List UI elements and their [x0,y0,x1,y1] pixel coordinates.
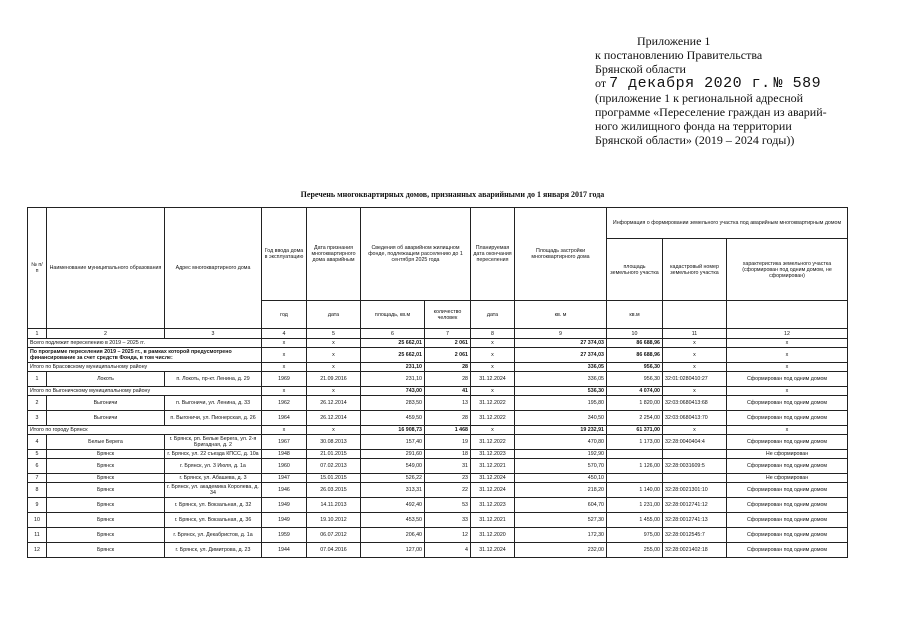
row-building-area: 172,30 [515,528,607,543]
table-row [28,411,848,426]
row-land-area: 1 820,00 [607,396,663,411]
header-date-prefix: от [595,76,607,90]
row-planned-date: 31.12.2023 [471,498,515,513]
row-area: 549,00 [361,459,425,474]
table-row [28,498,848,513]
total-land-area: 86 688,96 [607,348,663,363]
row-date-declared: 07.04.2016 [307,543,361,558]
row-people: 18 [425,450,471,459]
row-municipality: Брянск [47,459,165,474]
row-planned-date: 31.12.2024 [471,543,515,558]
col-header-num: № п/п [28,208,47,329]
row-year-built: 1960 [262,459,307,474]
row-people: 22 [425,483,471,498]
row-land-area [607,474,663,483]
row-date-declared: 19.10.2012 [307,513,361,528]
row-land-area: 975,00 [607,528,663,543]
column-number: 1 [28,329,47,339]
row-number: 7 [28,474,47,483]
row-people: 19 [425,435,471,450]
row-date-declared: 21.09.2016 [307,372,361,387]
group-total-row [28,426,848,435]
row-land-area: 255,00 [607,543,663,558]
row-building-area: 570,70 [515,459,607,474]
table-row [28,435,848,450]
table-row [28,372,848,387]
row-year-built: 1959 [262,528,307,543]
col-header-date-declared: Дата признания многоквартирного дома аварийным [307,208,361,301]
total-land-area: 4 074,00 [607,387,663,396]
column-number: 5 [307,329,361,339]
row-cadastral: 32:01:0280410:27 [663,372,727,387]
row-people: 28 [425,372,471,387]
row-municipality: Брянск [47,513,165,528]
row-land-char: Сформирован под одним домом [727,543,848,558]
row-planned-date: 31.12.2022 [471,435,515,450]
row-cadastral: 32:28:0012545:7 [663,528,727,543]
row-land-area: 1 455,00 [607,513,663,528]
total-building-area: 336,05 [515,363,607,372]
row-year-built: 1967 [262,435,307,450]
col-header-info-fund: Сведения об аварийном жилищном фонде, подлежащем расселению до 1 сентября 2025 года [361,208,471,301]
col-header-cadastral: кадастровый номер земельного участка [663,239,727,301]
column-number: 11 [663,329,727,339]
row-date-declared: 21.01.2015 [307,450,361,459]
header-line-8: Брянской области» (2019 – 2024 годы)) [595,133,795,147]
row-address: г. Брянск, рп. Белые Берега, ул. 2-я Бригадная, д. 2 [165,435,262,450]
row-land-char: Сформирован под одним домом [727,528,848,543]
row-area: 526,22 [361,474,425,483]
row-number: 9 [28,498,47,513]
row-address: г. Брянск, ул. академика Королева, д. 34 [165,483,262,498]
row-year-built: 1969 [262,372,307,387]
col-header-year-built: Год ввода дома в эксплуатацию [262,208,307,301]
row-land-area: 1 231,00 [607,498,663,513]
row-land-char: Сформирован под одним домом [727,513,848,528]
row-date-declared: 26.12.2014 [307,396,361,411]
summary-row [28,339,848,348]
row-area: 453,50 [361,513,425,528]
unit-people: количество человек [425,301,471,329]
total-people: 28 [425,363,471,372]
row-number: 4 [28,435,47,450]
total-cadastral: x [663,387,727,396]
row-municipality: Брянск [47,450,165,459]
total-char: x [727,339,848,348]
row-people: 53 [425,498,471,513]
col-header-address: Адрес многоквартирного дома [165,208,262,329]
total-date: x [307,339,361,348]
row-building-area: 527,30 [515,513,607,528]
row-year-built: 1964 [262,411,307,426]
total-date: x [307,387,361,396]
row-cadastral: 32:28:0012741:12 [663,498,727,513]
table-row [28,459,848,474]
row-address: г. Брянск, ул. Абашева, д. 3 [165,474,262,483]
row-number: 2 [28,396,47,411]
total-label: Итого по Брасовскому муниципальному району [28,363,262,372]
column-number: 8 [471,329,515,339]
total-char: x [727,426,848,435]
total-char: x [727,387,848,396]
total-label: Итого по городу Брянск [28,426,262,435]
row-year-built: 1949 [262,513,307,528]
row-building-area: 470,80 [515,435,607,450]
row-year-built: 1947 [262,474,307,483]
total-year: x [262,387,307,396]
row-area: 492,40 [361,498,425,513]
total-char: x [727,348,848,363]
row-number: 8 [28,483,47,498]
row-people: 23 [425,474,471,483]
column-number: 6 [361,329,425,339]
row-land-area: 1 126,00 [607,459,663,474]
header-line-5: (приложение 1 к региональной адресной [595,91,804,105]
column-number: 10 [607,329,663,339]
row-land-area: 1 140,00 [607,483,663,498]
row-number: 6 [28,459,47,474]
column-number: 7 [425,329,471,339]
header-line-6: программе «Переселение граждан из аварий- [595,105,827,119]
row-land-char: Сформирован под одним домом [727,435,848,450]
total-cadastral: x [663,339,727,348]
unit-date-2: дата [471,301,515,329]
row-land-char: Не сформирован [727,450,848,459]
total-date: x [307,348,361,363]
row-year-built: 1962 [262,396,307,411]
header-date: 7 декабря 2020 г. [609,75,771,92]
row-planned-date: 31.12.2022 [471,411,515,426]
row-cadastral: 32:03:0680413:70 [663,411,727,426]
row-date-declared: 30.08.2013 [307,435,361,450]
table-row [28,543,848,558]
row-land-area [607,450,663,459]
total-land-area: 61 371,00 [607,426,663,435]
row-land-area: 2 254,00 [607,411,663,426]
row-municipality: Брянск [47,528,165,543]
col-header-building-area: Площадь застройки многоквартирного дома [515,208,607,301]
row-address: п. Локоть, пр-кт. Ленина, д. 29 [165,372,262,387]
row-municipality: Брянск [47,498,165,513]
row-planned-date: 31.12.2021 [471,459,515,474]
row-land-char: Сформирован под одним домом [727,498,848,513]
header-line-1: Приложение 1 [637,34,711,48]
row-date-declared: 06.07.2012 [307,528,361,543]
row-address: г. Брянск, ул. Димитрова, д. 23 [165,543,262,558]
row-number: 10 [28,513,47,528]
row-land-area: 956,30 [607,372,663,387]
unit-area: площадь, кв.м [361,301,425,329]
row-land-char: Сформирован под одним домом [727,483,848,498]
row-cadastral: 32:03:0680413:68 [663,396,727,411]
total-date: x [307,426,361,435]
total-date: x [307,363,361,372]
row-people: 4 [425,543,471,558]
row-planned-date: 31.12.2022 [471,396,515,411]
row-planned-date: 31.12.2024 [471,483,515,498]
row-year-built: 1944 [262,543,307,558]
row-building-area: 195,80 [515,396,607,411]
row-cadastral [663,474,727,483]
row-building-area: 336,05 [515,372,607,387]
row-area: 459,50 [361,411,425,426]
table-row [28,450,848,459]
row-year-built: 1949 [262,498,307,513]
row-planned-date: 31.12.2020 [471,528,515,543]
row-number: 11 [28,528,47,543]
row-number: 5 [28,450,47,459]
total-area: 25 662,01 [361,339,425,348]
col-header-planned-date: Планируемая дата окончания переселения [471,208,515,301]
total-area: 231,10 [361,363,425,372]
row-area: 157,40 [361,435,425,450]
column-numbers-row [28,329,848,339]
row-area: 206,40 [361,528,425,543]
row-address: п. Выгоничи, ул. Пионерская, д. 26 [165,411,262,426]
total-plan: x [471,387,515,396]
column-number: 2 [47,329,165,339]
row-land-char: Сформирован под одним домом [727,372,848,387]
table-row [28,474,848,483]
header-number: № 589 [773,75,822,92]
row-address: г. Брянск, ул. 3 Июля, д. 1а [165,459,262,474]
row-land-area: 1 173,00 [607,435,663,450]
row-municipality: Брянск [47,474,165,483]
column-number: 3 [165,329,262,339]
houses-table [27,207,848,558]
total-people: 1 468 [425,426,471,435]
row-cadastral: 32:28:0012741:13 [663,513,727,528]
total-plan: x [471,339,515,348]
row-address: г. Брянск, ул. Вокзальная, д. 32 [165,498,262,513]
row-planned-date: 31.12.2024 [471,474,515,483]
row-municipality: Локоть [47,372,165,387]
table-row [28,483,848,498]
total-area: 25 662,01 [361,348,425,363]
row-date-declared: 15.01.2015 [307,474,361,483]
row-building-area: 192,90 [515,450,607,459]
row-people: 33 [425,513,471,528]
unit-kvm: кв. м [515,301,607,329]
header-line-7: ного жилищного фонда на территории [595,119,792,133]
total-building-area: 27 374,03 [515,348,607,363]
total-label: По программе переселения 2019 – 2025 гг., в рамках которой предусмотрено финансирование за счет средств Фонда, в том числе: [28,348,262,363]
row-people: 13 [425,396,471,411]
total-plan: x [471,363,515,372]
total-year: x [262,348,307,363]
row-cadastral: 32:28:0021402:18 [663,543,727,558]
row-municipality: Брянск [47,543,165,558]
row-planned-date: 31.12.2023 [471,450,515,459]
row-number: 12 [28,543,47,558]
col-header-land-info: Информация о формировании земельного участка под аварийным многоквартирным домом [607,208,848,239]
total-year: x [262,426,307,435]
row-land-char: Сформирован под одним домом [727,459,848,474]
total-cadastral: x [663,348,727,363]
row-cadastral: 32:28:0040404:4 [663,435,727,450]
row-planned-date: 31.12.2021 [471,513,515,528]
total-people: 2 061 [425,339,471,348]
row-number: 1 [28,372,47,387]
row-municipality: Выгоничи [47,411,165,426]
row-year-built: 1948 [262,450,307,459]
header-line-3: Брянской области [595,62,686,76]
total-area: 743,00 [361,387,425,396]
row-area: 313,31 [361,483,425,498]
col-header-land-area: площадь земельного участка [607,239,663,301]
row-building-area: 604,70 [515,498,607,513]
total-building-area: 27 374,03 [515,339,607,348]
total-people: 41 [425,387,471,396]
total-plan: x [471,348,515,363]
row-area: 231,10 [361,372,425,387]
unit-empty-cadastral [663,301,727,329]
row-cadastral: 32:28:0031609:5 [663,459,727,474]
total-building-area: 536,30 [515,387,607,396]
row-building-area: 218,20 [515,483,607,498]
row-people: 12 [425,528,471,543]
unit-empty-char [727,301,848,329]
row-number: 3 [28,411,47,426]
row-address: п. Выгоничи, ул. Ленина, д. 33 [165,396,262,411]
row-area: 127,00 [361,543,425,558]
row-planned-date: 31.12.2024 [471,372,515,387]
document-header [595,34,900,147]
row-address: г. Брянск, ул. Вокзальная, д. 36 [165,513,262,528]
header-line-2: к постановлению Правительства [595,48,763,62]
row-area: 283,50 [361,396,425,411]
group-total-row [28,387,848,396]
row-municipality: Выгоничи [47,396,165,411]
total-people: 2 061 [425,348,471,363]
row-cadastral [663,450,727,459]
table-row [28,513,848,528]
col-header-municipality: Наименование муниципального образования [47,208,165,329]
row-land-char: Не сформирован [727,474,848,483]
row-municipality: Брянск [47,483,165,498]
total-land-area: 86 688,96 [607,339,663,348]
row-area: 291,60 [361,450,425,459]
row-people: 28 [425,411,471,426]
row-address: г. Брянск, ул. 22 съезда КПСС, д. 10а [165,450,262,459]
row-building-area: 340,50 [515,411,607,426]
table-title: Перечень многоквартирных домов, признанных аварийными до 1 января 2017 года [300,190,605,199]
total-land-area: 956,30 [607,363,663,372]
unit-kvm-2: кв.м [607,301,663,329]
column-number: 12 [727,329,848,339]
col-header-land-char: характеристика земельного участка (сформирован под одним домом, не сформирован) [727,239,848,301]
total-year: x [262,339,307,348]
row-date-declared: 07.02.2013 [307,459,361,474]
column-number: 4 [262,329,307,339]
total-label: Итого по Выгоничскому муниципальному району [28,387,262,396]
row-land-char: Сформирован под одним домом [727,396,848,411]
column-number: 9 [515,329,607,339]
total-cadastral: x [663,426,727,435]
total-plan: x [471,426,515,435]
row-building-area: 450,10 [515,474,607,483]
row-address: г. Брянск, ул. Декабристов, д. 1а [165,528,262,543]
table-row [28,528,848,543]
group-total-row [28,363,848,372]
row-municipality: Белые Берега [47,435,165,450]
row-land-char: Сформирован под одним домом [727,411,848,426]
unit-year: год [262,301,307,329]
unit-date: дата [307,301,361,329]
summary-row [28,348,848,363]
total-char: x [727,363,848,372]
row-date-declared: 14.11.2013 [307,498,361,513]
total-label: Всего подлежит переселению в 2019 – 2025 гг. [28,339,262,348]
header-line-4 [595,76,900,91]
row-year-built: 1946 [262,483,307,498]
row-cadastral: 32:28:0021301:10 [663,483,727,498]
row-date-declared: 26.12.2014 [307,411,361,426]
total-cadastral: x [663,363,727,372]
total-area: 16 908,73 [361,426,425,435]
table-row [28,396,848,411]
row-people: 31 [425,459,471,474]
row-building-area: 232,00 [515,543,607,558]
row-date-declared: 26.03.2015 [307,483,361,498]
total-year: x [262,363,307,372]
total-building-area: 19 232,91 [515,426,607,435]
